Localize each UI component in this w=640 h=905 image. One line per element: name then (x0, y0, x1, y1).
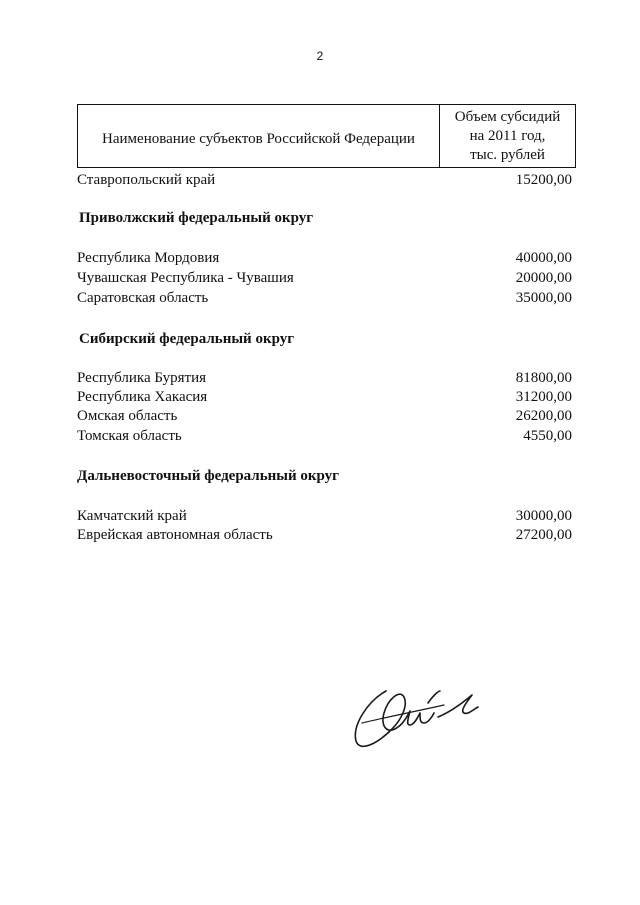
table-header (77, 104, 576, 168)
table-row (77, 170, 572, 190)
table-row (77, 406, 572, 426)
table-row (77, 248, 572, 268)
header-column-volume (439, 105, 575, 167)
table-row (77, 387, 572, 407)
table-row (77, 368, 572, 388)
region-name: Чувашская Республика - Чувашия (77, 270, 294, 286)
region-name: Саратовская область (77, 290, 209, 306)
table-row (77, 268, 572, 288)
table-row (77, 506, 572, 526)
district-heading: Сибирский федеральный округ (79, 331, 295, 347)
header-volume-line-2: на 2011 год, (469, 127, 546, 144)
district-heading: Дальневосточный федеральный округ (77, 468, 339, 484)
subsidy-value: 40000,00 (515, 250, 572, 266)
region-name: Республика Бурятия (77, 370, 207, 386)
subsidy-value: 35000,00 (515, 290, 572, 306)
region-name: Республика Хакасия (77, 389, 208, 405)
subsidy-value: 4550,00 (523, 428, 572, 444)
subsidy-table-body (77, 170, 572, 543)
subsidy-value: 27200,00 (515, 527, 572, 543)
region-name: Томская область (77, 428, 182, 444)
region-name: Еврейская автономная область (77, 527, 273, 543)
region-name: Ставропольский край (77, 172, 216, 188)
page-number: 2 (316, 49, 324, 63)
table-row (77, 525, 572, 545)
table-row (77, 288, 572, 308)
region-name: Омская область (77, 408, 178, 424)
table-row (77, 426, 572, 446)
subsidy-value: 81800,00 (515, 370, 572, 386)
header-volume-line-3: тыс. рублей (470, 146, 545, 163)
district-heading: Приволжский федеральный округ (79, 210, 314, 226)
subsidy-value: 20000,00 (515, 270, 572, 286)
header-column-name: Наименование субъектов Российской Федерации (102, 130, 415, 147)
subsidy-value: 15200,00 (515, 172, 572, 188)
region-name: Республика Мордовия (77, 250, 220, 266)
subsidy-value: 30000,00 (515, 508, 572, 524)
signature-image (348, 683, 488, 753)
header-volume-line-1: Объем субсидий (454, 108, 561, 125)
region-name: Камчатский край (77, 508, 187, 524)
subsidy-value: 31200,00 (515, 389, 572, 405)
subsidy-value: 26200,00 (515, 408, 572, 424)
